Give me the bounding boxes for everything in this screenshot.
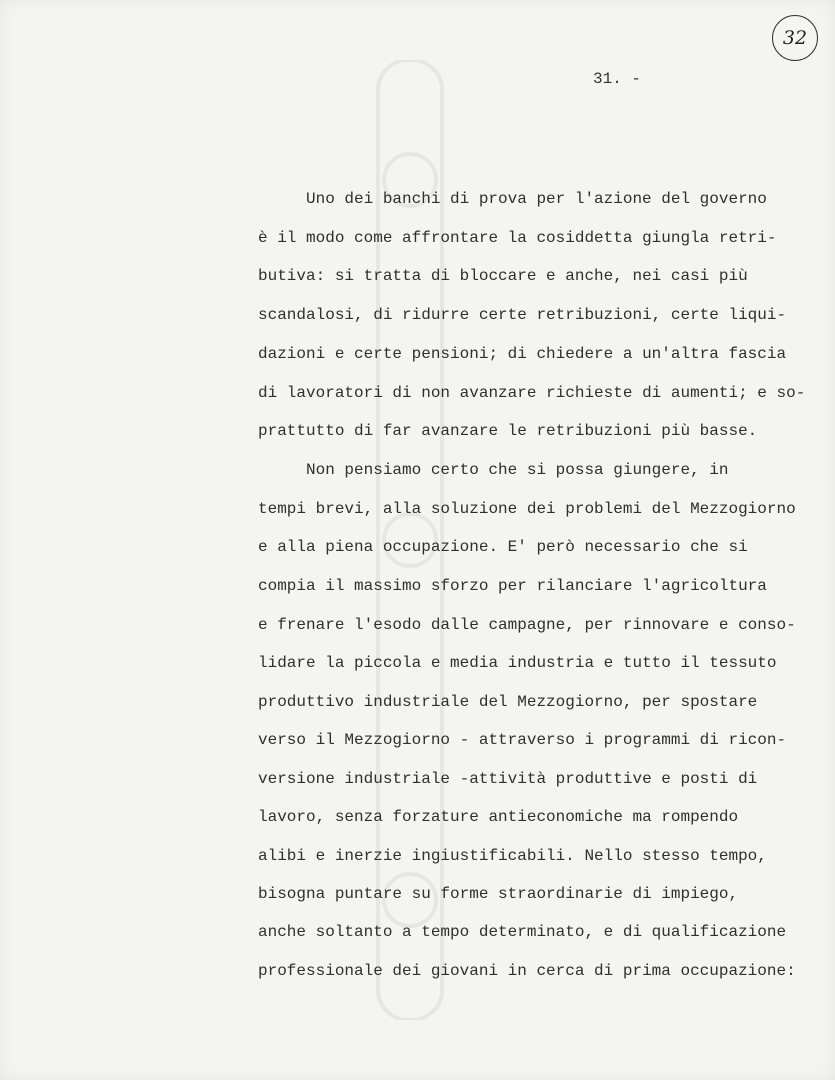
page-number: 31. - xyxy=(593,70,642,88)
text-line: anche soltanto a tempo determinato, e di qualificazione xyxy=(258,923,787,941)
text-line: lidare la piccola e media industria e tutto il tessuto xyxy=(258,654,777,672)
text-line: Non pensiamo certo che si possa giungere, in xyxy=(306,461,729,479)
text-line: scandalosi, di ridurre certe retribuzioni, certe liqui- xyxy=(258,306,787,324)
text-line: verso il Mezzogiorno - attraverso i programmi di ricon- xyxy=(258,731,787,749)
text-line: tempi brevi, alla soluzione dei problemi del Mezzogiorno xyxy=(258,500,796,518)
text-line: Uno dei banchi di prova per l'azione del governo xyxy=(306,190,767,208)
text-line: butiva: si tratta di bloccare e anche, nei casi più xyxy=(258,267,748,285)
text-line: di lavoratori di non avanzare richieste di aumenti; e so- xyxy=(258,384,806,402)
text-line: e frenare l'esodo dalle campagne, per rinnovare e conso- xyxy=(258,616,796,634)
text-line: versione industriale -attività produttive e posti di xyxy=(258,770,758,788)
text-line: professionale dei giovani in cerca di prima occupazione: xyxy=(258,962,796,980)
archive-page-stamp xyxy=(772,15,818,61)
text-line: produttivo industriale del Mezzogiorno, per spostare xyxy=(258,693,758,711)
text-line: compia il massimo sforzo per rilanciare l'agricoltura xyxy=(258,577,767,595)
text-line: bisogna puntare su forme straordinarie di impiego, xyxy=(258,885,739,903)
text-line: prattutto di far avanzare le retribuzioni più basse. xyxy=(258,422,758,440)
text-line: è il modo come affrontare la cosiddetta giungla retri- xyxy=(258,229,777,247)
stamp-number: 32 xyxy=(782,27,808,49)
text-line: e alla piena occupazione. E' però necessario che si xyxy=(258,538,748,556)
text-line: alibi e inerzie ingiustificabili. Nello stesso tempo, xyxy=(258,847,767,865)
text-line: dazioni e certe pensioni; di chiedere a un'altra fascia xyxy=(258,345,787,363)
text-line: lavoro, senza forzature antieconomiche ma rompendo xyxy=(258,808,739,826)
